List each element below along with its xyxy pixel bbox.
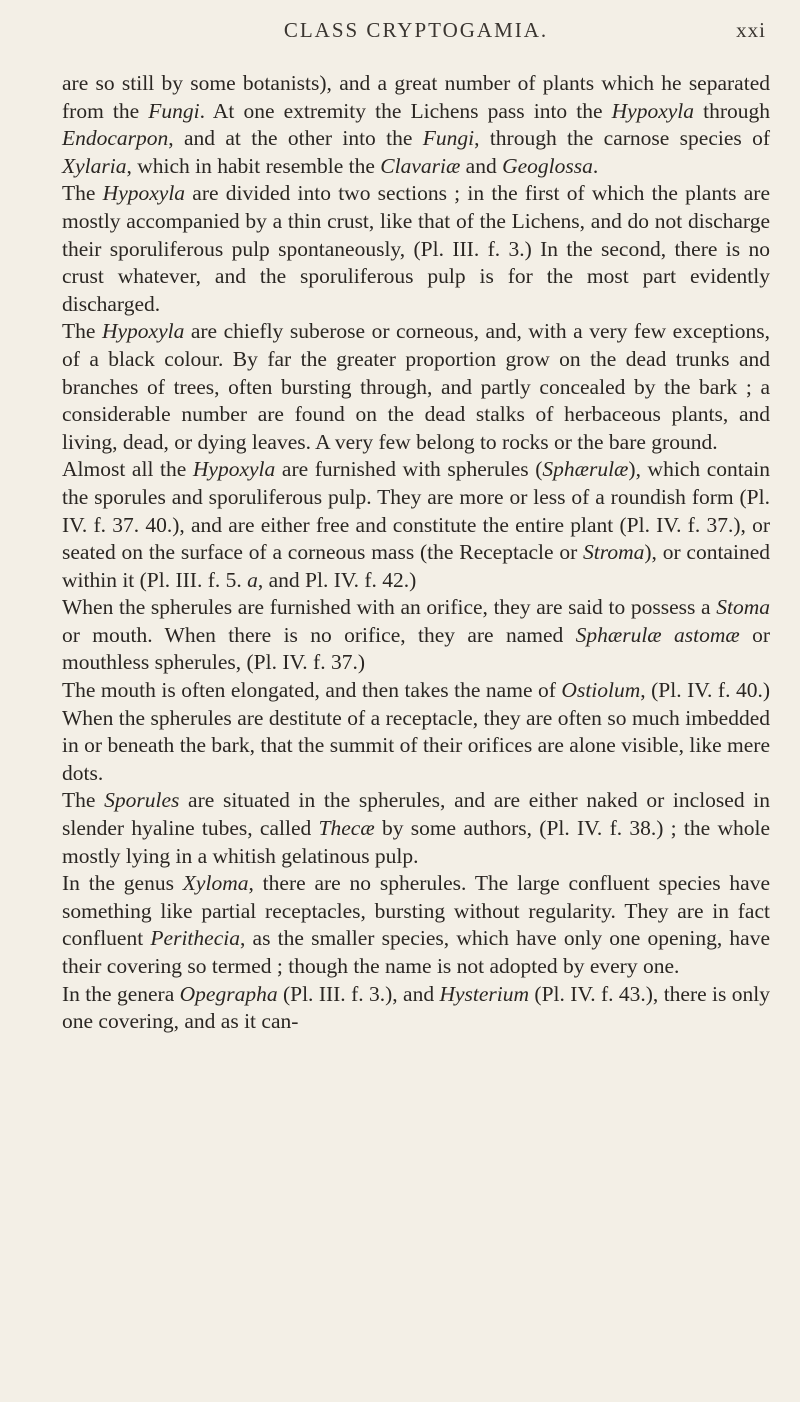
text-run: The mouth is often elongated, and then takes the name of: [62, 678, 562, 703]
italic-term: Hypoxyla: [192, 457, 276, 482]
text-run: , (Pl. IV. f. 40.) When the spherules are destitute of a receptacle, they are often so much imbedded in or beneath the bark, that the summit of their orifices are alone visible, like mere dots.: [62, 678, 771, 785]
italic-term: Stroma: [583, 540, 645, 565]
text-run: The: [62, 788, 105, 813]
text-run: are divided into two sections ; in the first of which the plants are mostly accompanied by a thin crust, like that of the Lichens, and do not discharge their sporuliferous pulp spontaneously, (Pl. III. f. 3.) In the second, there is no crust whatever, and the sporuliferous pulp is for the most part evidently discharged.: [62, 181, 770, 316]
text-run: When the spherules are furnished with an orifice, they are said to possess a: [62, 595, 717, 620]
text-run: ), or contained within it (Pl. III. f. 5.: [62, 540, 770, 592]
italic-term: Fungi: [148, 98, 200, 123]
paragraph: [62, 456, 770, 594]
running-head: CLASS CRYPTOGAMIA.: [283, 18, 549, 42]
italic-term: Hypoxyla: [102, 181, 186, 206]
italic-term: Xyloma: [182, 871, 249, 896]
text-run: Almost all the: [62, 457, 193, 482]
document-page: [62, 14, 770, 1036]
text-run: In the genus: [62, 871, 183, 896]
italic-term: Fungi: [422, 126, 475, 151]
body-text: [62, 70, 770, 1036]
text-run: , which in habit resemble the: [126, 153, 381, 178]
italic-term: Hysterium: [439, 981, 530, 1006]
italic-term: Xylaria: [62, 153, 127, 178]
text-run: are so still by some botanists), and a great number of plants which he separated from the: [62, 71, 770, 123]
text-run: , and Pl. IV. f. 42.): [257, 567, 417, 592]
paragraph: [62, 981, 770, 1036]
paragraph: [62, 318, 770, 456]
italic-term: Stoma: [716, 595, 770, 620]
text-run: , there are no spherules. The large confluent species have something like partial receptacles, bursting without regularity. They are in fact confluent: [62, 871, 770, 951]
italic-term: Sporules: [104, 788, 180, 813]
text-run: by some authors, (Pl. IV. f. 38.) ; the whole mostly lying in a whitish gelatinous pulp.: [62, 816, 770, 868]
text-run: (Pl. IV. f. 43.), there is only one covering, and as it can-: [62, 981, 770, 1034]
text-run: The: [62, 181, 103, 206]
page-number: xxi: [736, 18, 766, 42]
italic-term: Hypoxyla: [101, 319, 185, 344]
italic-term: a: [247, 567, 258, 592]
paragraph: [62, 677, 770, 787]
italic-term: Thecæ: [318, 816, 375, 841]
paragraph: [62, 180, 770, 318]
text-run: are chiefly suberose or corneous, and, with a very few exceptions, of a black colour. By far the greater proportion grow on the dead trunks and branches of trees, often bursting through, and partly concealed by the bark ; a considerable number are found on the dead stalks of herbaceous plants, and living, dead, or dying leaves. A very few belong to rocks or the bare ground.: [62, 319, 770, 454]
text-run: .: [592, 153, 599, 178]
text-run: . At one extremity the Lichens pass into the: [199, 98, 612, 123]
text-run: (Pl. III. f. 3.), and: [277, 981, 440, 1006]
italic-term: Clavariæ: [380, 153, 461, 178]
text-run: In the genera: [62, 981, 180, 1006]
italic-term: Perithecia: [150, 926, 240, 951]
text-run: ), which contain the sporules and sporuliferous pulp. They are more or less of a roundish form (Pl. IV. f. 37. 40.), and are either free and constitute the entire plant (Pl. IV. f. 37.), or seated on the surface of a corneous mass (the Receptacle or: [62, 457, 770, 565]
italic-term: Ostiolum: [561, 678, 641, 703]
paragraph: [62, 70, 770, 180]
italic-term: Sphærulæ: [542, 457, 629, 482]
text-run: or mouthless spherules, (Pl. IV. f. 37.): [62, 622, 770, 675]
paragraph: [62, 870, 770, 980]
text-run: The: [62, 319, 102, 344]
italic-term: Endocarpon: [62, 126, 169, 151]
italic-term: Sphærulæ astomæ: [575, 622, 740, 647]
text-run: are situated in the spherules, and are either naked or inclosed in slender hyaline tubes, called: [62, 788, 770, 841]
text-run: or mouth. When there is no orifice, they are named: [62, 622, 576, 647]
italic-term: Geoglossa: [502, 153, 593, 178]
paragraph: [62, 594, 770, 677]
text-run: , through the carnose species of: [474, 126, 770, 151]
text-run: through: [694, 98, 771, 123]
italic-term: Opegrapha: [179, 981, 278, 1006]
text-run: , as the smaller species, which have only one opening, have their covering so termed ; though the name is not adopted by every one.: [62, 926, 770, 978]
italic-term: Hypoxyla: [611, 98, 695, 123]
paragraph: [62, 787, 770, 870]
text-run: are furnished with spherules (: [275, 457, 543, 482]
text-run: , and at the other into the: [168, 126, 423, 151]
page-header: [62, 14, 770, 70]
text-run: and: [460, 153, 503, 178]
